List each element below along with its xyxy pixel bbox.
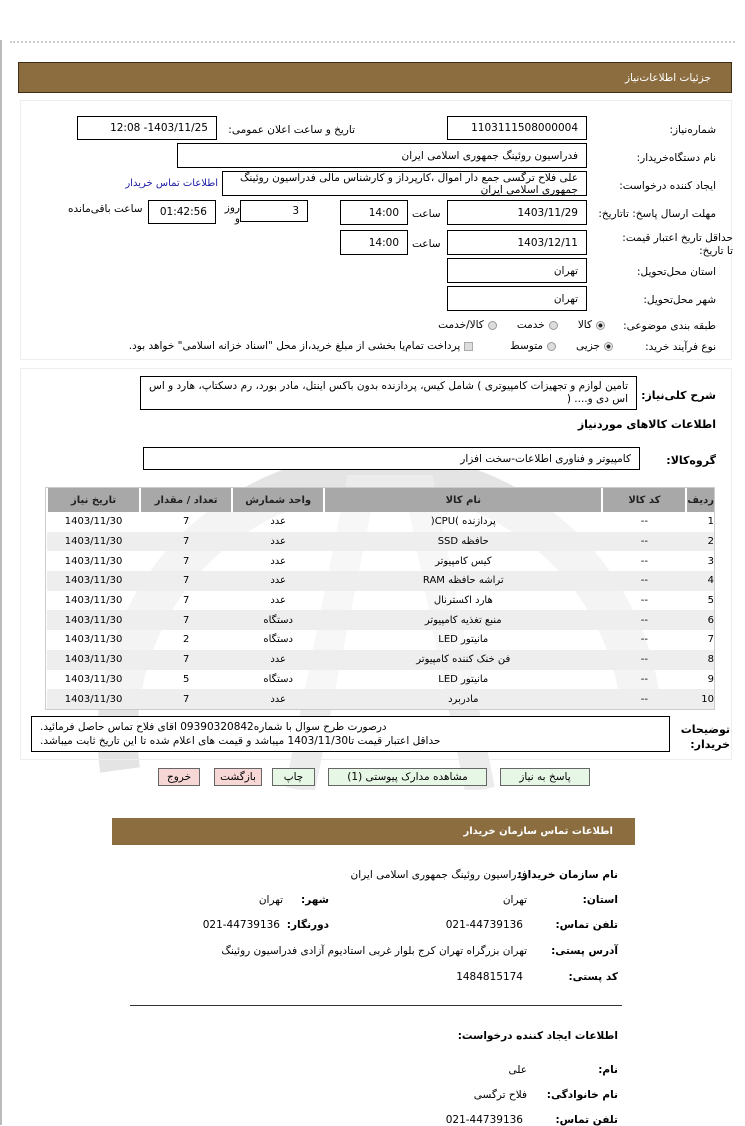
page-header xyxy=(18,62,732,93)
goods-group-field: کامپیوتر و فناوری اطلاعات-سخت افزار xyxy=(143,447,640,470)
buyer-notes-line-2: حداقل اعتبار قیمت تا1403/11/30 میباشد و قیمت های اعلام شده تا این تاریخ ثابت میباشد. xyxy=(40,735,441,747)
cell-quantity: 7 xyxy=(140,532,232,552)
cell-item-code: -- xyxy=(640,595,648,607)
cell-quantity: 7 xyxy=(140,610,232,630)
creator-phone: 021-44739136 xyxy=(445,1114,523,1126)
cell-item-name: پردازنده )CPU( xyxy=(430,516,496,528)
contact-postal-label: کد پستی: xyxy=(568,971,618,983)
validity-label: حداقل تاریخ اعتبار قیمت: تا تاریخ: xyxy=(622,232,733,257)
province-field: تهران xyxy=(447,258,587,283)
cell-row-number: 2 xyxy=(686,532,714,552)
view-attachments-button[interactable]: مشاهده مدارک پیوستی (1) xyxy=(328,768,487,786)
announce-label: تاریخ و ساعت اعلان عمومی: xyxy=(228,124,355,136)
table-row xyxy=(47,532,714,552)
cell-unit: عدد xyxy=(270,516,287,528)
cell-need-date: 1403/11/30 xyxy=(64,555,123,567)
column-header-need-date: تاریخ نیاز xyxy=(47,488,140,512)
cell-quantity: 7 xyxy=(140,650,232,670)
category-radio-group xyxy=(438,319,605,331)
cell-need-date: 1403/11/30 xyxy=(64,516,123,528)
city-label: شهر محل‌تحویل: xyxy=(643,294,716,306)
creator-label: ایجاد کننده درخواست: xyxy=(619,180,716,192)
deadline-time-label: ساعت xyxy=(412,208,441,220)
buyer-contact-link[interactable]: اطلاعات تماس خریدار xyxy=(125,178,218,189)
cell-need-date: 1403/11/30 xyxy=(47,610,140,630)
contact-phone-label: تلفن تماس: xyxy=(555,919,618,931)
cell-unit: دستگاه xyxy=(263,634,294,646)
cell-unit: عدد xyxy=(232,571,324,591)
validity-time-field: 14:00 xyxy=(340,230,408,255)
creator-field: علی فلاح ترگسی جمع دار اموال ،کارپرداز و کارشناس مالی فدراسیون روئینگ جمهوری اسلامی ایران xyxy=(222,171,587,196)
contact-fax: 021-44739136 xyxy=(202,919,280,931)
province-label: استان محل‌تحویل: xyxy=(636,266,716,278)
cell-row-number: 8 xyxy=(686,650,714,670)
cell-unit: دستگاه xyxy=(232,610,324,630)
cell-need-date: 1403/11/30 xyxy=(64,634,123,646)
contact-city: تهران xyxy=(258,894,283,906)
buyer-notes-label: توضیحات خریدار: xyxy=(680,723,730,751)
cell-item-code: -- xyxy=(640,673,648,685)
table-row xyxy=(47,650,714,670)
cell-quantity: 2 xyxy=(182,634,190,646)
announce-field: 1403/11/25- 12:08 xyxy=(77,116,217,140)
cell-item-name: حافظه SSD xyxy=(324,532,602,552)
cell-item-name: مادربرد xyxy=(324,689,602,709)
table-row xyxy=(47,610,714,630)
table-row xyxy=(47,689,714,709)
top-divider xyxy=(10,41,735,43)
contact-city-label: شهر: xyxy=(301,894,329,906)
goods-table xyxy=(45,487,715,710)
cell-unit: عدد xyxy=(270,595,287,607)
category-option-both[interactable]: کالا/خدمت xyxy=(438,319,497,331)
days-field: 3 xyxy=(240,200,308,222)
column-header-quantity: تعداد / مقدار xyxy=(140,488,232,512)
contact-header xyxy=(112,818,635,845)
cell-item-code: -- xyxy=(602,650,686,670)
cell-need-date: 1403/11/30 xyxy=(64,595,123,607)
cell-row-number: 4 xyxy=(686,571,714,591)
cell-row-number: 10 xyxy=(686,689,714,709)
table-row xyxy=(47,591,714,611)
creator-family-label: نام خانوادگی: xyxy=(546,1089,618,1101)
contact-phone: 021-44739136 xyxy=(445,919,523,931)
column-header-unit: واحد شمارش xyxy=(232,488,324,512)
left-border xyxy=(0,40,2,1125)
process-radio-group xyxy=(129,340,613,352)
print-button[interactable]: چاپ xyxy=(272,768,315,786)
cell-need-date: 1403/11/30 xyxy=(47,689,140,709)
description-label: شرح کلی‌نیاز: xyxy=(641,389,716,402)
table-row xyxy=(47,630,714,650)
cell-need-date: 1403/11/30 xyxy=(47,650,140,670)
buyer-org-field: فدراسیون روئینگ جمهوری اسلامی ایران xyxy=(177,143,587,168)
cell-item-name: فن خنک کننده کامپیوتر xyxy=(324,650,602,670)
deadline-time-field: 14:00 xyxy=(340,200,408,225)
cell-need-date: 1403/11/30 xyxy=(64,673,123,685)
cell-quantity: 7 xyxy=(182,555,190,567)
contact-address: تهران بزرگراه تهران کرج بلوار غربی استادیوم آزادی فدراسیون روئینگ xyxy=(221,945,527,957)
process-option-minor[interactable]: جزیی xyxy=(576,340,613,352)
cell-item-name: هارد اکسترنال xyxy=(433,595,493,607)
contact-org-label: نام سازمان خریدار: xyxy=(517,869,618,881)
goods-section-title: اطلاعات کالاهای موردنیاز xyxy=(577,418,716,431)
cell-need-date: 1403/11/30 xyxy=(47,532,140,552)
cell-item-code: -- xyxy=(640,634,648,646)
cell-unit: عدد xyxy=(270,555,287,567)
cell-row-number: 5 xyxy=(707,595,714,607)
table-row xyxy=(47,571,714,591)
buyer-notes-field xyxy=(31,716,670,752)
contact-divider xyxy=(130,1005,622,1006)
cell-quantity: 5 xyxy=(182,673,190,685)
table-row xyxy=(47,670,714,690)
contact-address-label: آدرس پستی: xyxy=(551,945,618,957)
deadline-label: مهلت ارسال پاسخ: تاتاریخ: xyxy=(598,208,716,220)
contact-title: اطلاعات تماس سازمان خریدار xyxy=(463,826,613,837)
cell-item-code: -- xyxy=(640,516,648,528)
contact-province-label: استان: xyxy=(582,894,618,906)
cell-unit: عدد xyxy=(232,689,324,709)
cell-unit: عدد xyxy=(232,650,324,670)
cell-unit: عدد xyxy=(232,532,324,552)
back-button[interactable]: بازگشت xyxy=(214,768,262,786)
cell-row-number: 1 xyxy=(707,516,714,528)
creator-name: علی xyxy=(508,1064,527,1076)
cell-row-number: 6 xyxy=(686,610,714,630)
cell-row-number: 7 xyxy=(707,634,714,646)
column-header-item-name: نام کالا xyxy=(324,488,602,512)
description-field: تامین لوازم و تجهیزات کامپیوتری ) شامل کیس، پردازنده بدون باکس اینتل، مادر بورد، رم دسکتاپ، هارد و اس اس دی و.... ( xyxy=(140,376,637,410)
cell-need-date: 1403/11/30 xyxy=(47,571,140,591)
creator-family: فلاح ترگسی xyxy=(473,1089,527,1101)
creator-phone-label: تلفن تماس: xyxy=(555,1114,618,1126)
column-header-item-code: کد کالا xyxy=(602,488,686,512)
exit-button[interactable]: خروج xyxy=(158,768,200,786)
process-label: نوع فرآیند خرید: xyxy=(645,341,716,353)
contact-fax-label: دورنگار: xyxy=(286,919,329,931)
need-number-label: شماره‌نیاز: xyxy=(669,124,716,136)
buyer-org-label: نام دستگاه‌خریدار: xyxy=(636,152,716,164)
cell-item-code: -- xyxy=(640,555,648,567)
goods-group-label: گروه‌کالا: xyxy=(666,454,716,467)
cell-item-name: منبع تغذیه کامپیوتر xyxy=(324,610,602,630)
cell-item-code: -- xyxy=(602,689,686,709)
deadline-date-field: 1403/11/29 xyxy=(447,200,587,225)
days-label: روز و xyxy=(224,202,240,225)
cell-row-number: 3 xyxy=(707,555,714,567)
cell-item-name: مانیتور LED xyxy=(438,634,489,646)
validity-date-field: 1403/12/11 xyxy=(447,230,587,255)
category-option-service[interactable]: خدمت xyxy=(517,319,558,331)
page-title: جزئیات اطلاعات‌نیاز xyxy=(624,72,711,84)
cell-item-code: -- xyxy=(602,610,686,630)
process-option-medium[interactable]: متوسط xyxy=(510,340,556,352)
cell-quantity: 7 xyxy=(182,516,190,528)
cell-quantity: 7 xyxy=(140,571,232,591)
validity-time-label: ساعت xyxy=(412,238,441,250)
table-header-row xyxy=(47,488,714,512)
contact-postal: 1484815174 xyxy=(456,971,523,983)
category-label: طبقه بندی موضوعی: xyxy=(623,320,716,332)
category-option-goods[interactable]: کالا xyxy=(578,319,605,331)
contact-org: فدراسیون روئینگ جمهوری اسلامی ایران xyxy=(350,869,527,881)
cell-row-number: 9 xyxy=(707,673,714,685)
cell-item-name: مانیتور LED xyxy=(438,673,489,685)
cell-item-code: -- xyxy=(602,532,686,552)
reply-button[interactable]: پاسخ به نیاز xyxy=(500,768,590,786)
cell-item-name: تراشه حافظه RAM xyxy=(324,571,602,591)
cell-quantity: 7 xyxy=(182,595,190,607)
treasury-checkbox[interactable]: پرداخت تمام‌یا بخشی از مبلغ خرید،از محل "اسناد خزانه اسلامی" خواهد بود. xyxy=(129,340,474,352)
city-field: تهران xyxy=(447,286,587,311)
remaining-label: ساعت باقی‌مانده xyxy=(68,203,143,215)
need-number-field: 1103111508000004 xyxy=(447,116,587,140)
table-row xyxy=(47,512,714,532)
table-row xyxy=(47,551,714,571)
cell-quantity: 7 xyxy=(140,689,232,709)
cell-unit: دستگاه xyxy=(263,673,294,685)
column-header-row-number: ردیف xyxy=(686,488,714,512)
contact-province: تهران xyxy=(502,894,527,906)
remaining-time-field: 01:42:56 xyxy=(148,200,216,224)
buyer-notes-line-1: درصورت طرح سوال با شماره09390320842 اقای فلاح تماس حاصل فرمائید. xyxy=(40,721,387,733)
cell-item-name: کیس کامپیوتر xyxy=(435,555,492,567)
cell-item-code: -- xyxy=(602,571,686,591)
creator-name-label: نام: xyxy=(598,1064,618,1076)
creator-info-title: اطلاعات ایجاد کننده درخواست: xyxy=(457,1030,618,1042)
